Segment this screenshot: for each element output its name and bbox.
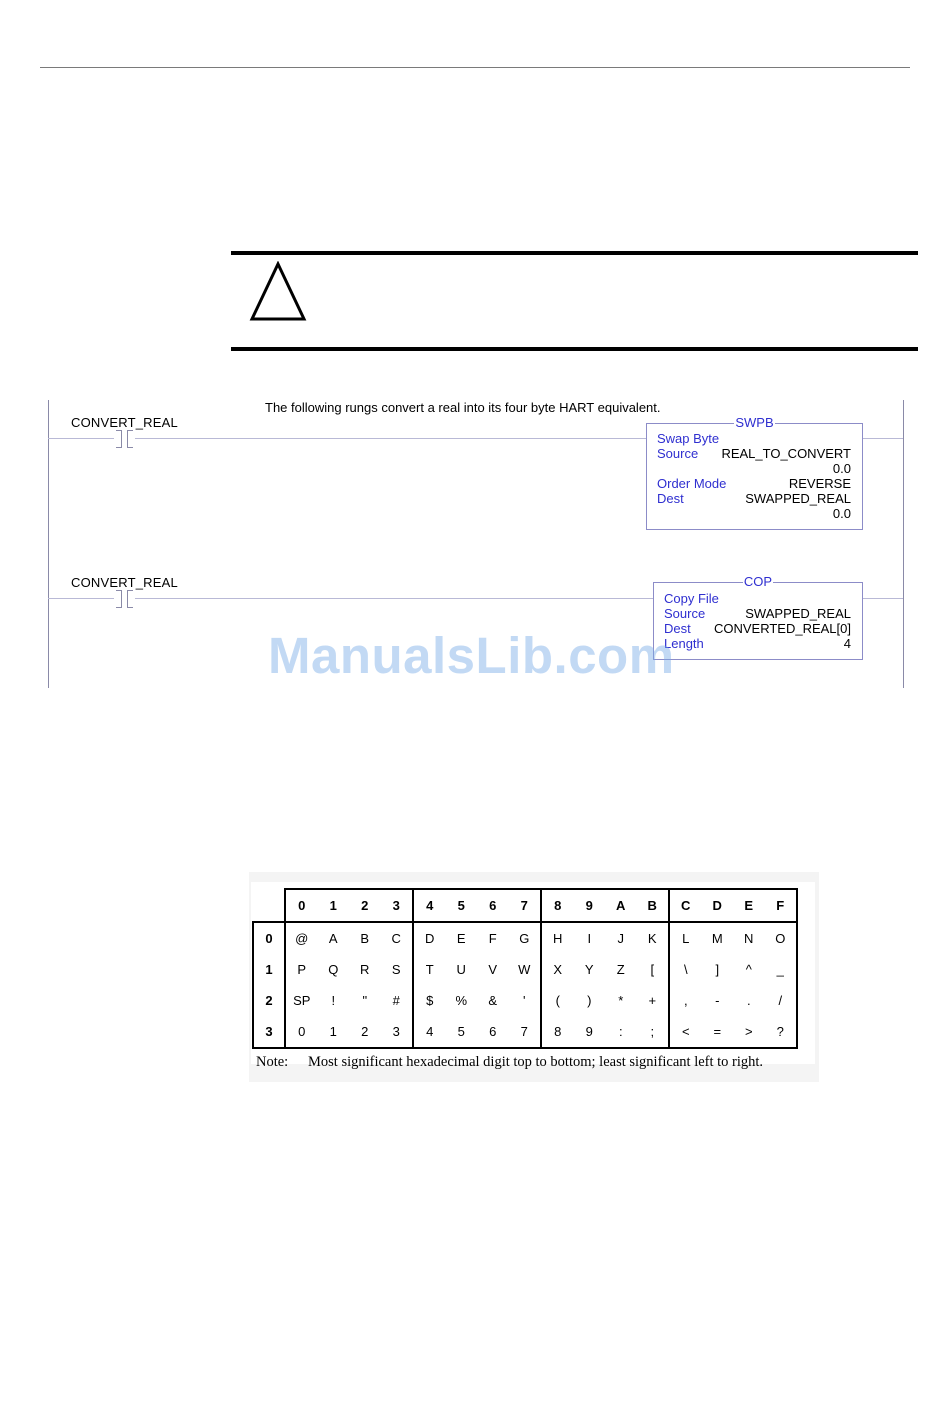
column-header: 4 (413, 889, 446, 922)
table-cell: M (711, 931, 723, 946)
table-cell: S (391, 962, 401, 977)
table-cell: > (733, 1016, 765, 1048)
rung-0-wire-mid (135, 438, 647, 439)
cop-dest-label: Dest (664, 621, 691, 636)
table-cell: \ (669, 954, 702, 985)
ascii-table (252, 888, 798, 1049)
swpb-title: Swap Byte (657, 431, 720, 446)
column-header: F (765, 889, 798, 922)
table-cell: ^ (745, 962, 752, 977)
row-header: 1 (253, 954, 285, 985)
table-row (253, 985, 797, 1016)
table-cell: 9 (574, 1016, 606, 1048)
watermark: ManualsLib.com (268, 627, 675, 684)
cop-source-value[interactable]: SWAPPED_REAL (745, 606, 851, 621)
page-header-rule (40, 67, 910, 68)
column-header: D (702, 889, 734, 922)
ascii-table-note (256, 1054, 763, 1071)
rung-1-contact-tag: CONVERT_REAL (71, 575, 178, 590)
caution-top-rule (231, 251, 918, 255)
table-row (253, 922, 797, 954)
left-power-rail (48, 400, 49, 688)
table-cell: I (587, 931, 592, 946)
swpb-dest-live-value: 0.0 (832, 506, 851, 521)
swpb-dest-label: Dest (657, 491, 684, 506)
cop-mnemonic: COP (743, 574, 773, 589)
table-cell: O (765, 922, 798, 954)
rung-1-wire-left (48, 598, 114, 599)
swpb-order-mode-label: Order Mode (657, 476, 727, 491)
table-cell: SP (285, 985, 318, 1016)
right-power-rail (903, 400, 904, 688)
cop-length-label: Length (664, 636, 704, 651)
table-cell: = (702, 1016, 734, 1048)
table-cell: Q (328, 962, 339, 977)
table-cell: 2 (349, 1016, 381, 1048)
table-row (253, 1016, 797, 1048)
table-cell: [ (650, 962, 655, 977)
rung-0-contact-tag: CONVERT_REAL (71, 415, 178, 430)
cop-dest-value[interactable]: CONVERTED_REAL[0] (713, 621, 851, 636)
swpb-source-live-value: 0.0 (832, 461, 851, 476)
table-cell: ] (715, 962, 720, 977)
table-cell: F (488, 931, 497, 946)
caution-bottom-rule (231, 347, 918, 351)
cop-instruction-box[interactable] (653, 574, 863, 660)
swpb-instruction-box[interactable] (646, 415, 863, 530)
column-header: 3 (381, 889, 414, 922)
column-header: 6 (477, 889, 509, 922)
table-cell: @ (285, 922, 318, 954)
column-header: 5 (446, 889, 478, 922)
row-header: 0 (253, 922, 285, 954)
table-cell: 7 (509, 1016, 542, 1048)
column-header: 8 (541, 889, 574, 922)
rung-0-wire-right (862, 438, 903, 439)
table-cell: N (744, 931, 754, 946)
table-cell: ) (587, 993, 592, 1008)
table-cell: 3 (381, 1016, 414, 1048)
table-cell: 6 (477, 1016, 509, 1048)
note-text: Most significant hexadecimal digit top to bottom; least significant left to right. (308, 1054, 764, 1070)
table-cell: ! (331, 993, 336, 1008)
table-cell: & (488, 993, 498, 1008)
table-cell: D (413, 922, 446, 954)
row-header: 2 (253, 985, 285, 1016)
column-header: 2 (349, 889, 381, 922)
table-cell: V (488, 962, 498, 977)
table-cell: B (360, 931, 370, 946)
table-cell: / (765, 985, 798, 1016)
column-header: A (605, 889, 637, 922)
cop-source-label: Source (664, 606, 706, 621)
table-cell: 0 (285, 1016, 318, 1048)
table-cell: U (456, 962, 466, 977)
table-cell: 1 (318, 1016, 350, 1048)
rung-1-wire-right (862, 598, 903, 599)
table-cell: G (519, 931, 530, 946)
table-cell: _ (765, 954, 798, 985)
table-cell: K (647, 931, 657, 946)
table-cell: $ (413, 985, 446, 1016)
table-cell: ' (523, 993, 526, 1008)
table-cell: X (541, 954, 574, 985)
swpb-mnemonic: SWPB (735, 415, 774, 430)
row-header: 3 (253, 1016, 285, 1048)
table-cell: " (362, 993, 368, 1008)
table-cell: R (360, 962, 370, 977)
column-header: 1 (318, 889, 350, 922)
note-label: Note: (256, 1054, 289, 1070)
swpb-dest-value[interactable]: SWAPPED_REAL (745, 491, 851, 506)
table-cell: J (617, 931, 624, 946)
column-header: C (669, 889, 702, 922)
table-cell: , (669, 985, 702, 1016)
table-cell: * (618, 993, 624, 1008)
rung-1-wire-mid (135, 598, 654, 599)
cop-title: Copy File (664, 591, 719, 606)
rung-1-xic-contact[interactable] (108, 590, 142, 608)
table-corner (253, 889, 285, 922)
swpb-source-label: Source (657, 446, 699, 461)
table-cell: % (455, 993, 468, 1008)
table-cell: T (413, 954, 446, 985)
column-header: E (733, 889, 765, 922)
table-cell: ; (637, 1016, 670, 1048)
caution-triangle-icon (249, 261, 307, 323)
ascii-table-figure (249, 872, 819, 1082)
table-cell: - (715, 993, 720, 1008)
table-cell: # (392, 993, 400, 1008)
table-cell: L (669, 922, 702, 954)
table-cell: + (648, 993, 657, 1008)
table-cell: W (518, 962, 531, 977)
cop-length-value[interactable]: 4 (843, 636, 851, 651)
rung-0-wire-left (48, 438, 114, 439)
table-cell: Y (584, 962, 594, 977)
table-cell: H (541, 922, 574, 954)
rung-0-xic-contact[interactable] (108, 430, 142, 448)
table-cell: 8 (541, 1016, 574, 1048)
table-cell: P (285, 954, 318, 985)
table-cell: E (456, 931, 466, 946)
table-cell: C (391, 931, 401, 946)
column-header: B (637, 889, 670, 922)
table-cell: . (746, 993, 751, 1008)
column-header: 7 (509, 889, 542, 922)
table-cell: A (328, 931, 338, 946)
table-cell: ? (765, 1016, 798, 1048)
table-cell: : (605, 1016, 637, 1048)
column-header: 9 (574, 889, 606, 922)
swpb-order-mode-value[interactable]: REVERSE (788, 476, 851, 491)
table-cell: Z (616, 962, 625, 977)
swpb-source-value[interactable]: REAL_TO_CONVERT (721, 446, 851, 461)
rung-comment: The following rungs convert a real into its four byte HART equivalent. (265, 400, 661, 415)
table-row (253, 954, 797, 985)
column-header: 0 (285, 889, 318, 922)
table-cell: 5 (446, 1016, 478, 1048)
table-cell: ( (541, 985, 574, 1016)
table-cell: < (669, 1016, 702, 1048)
table-cell: 4 (413, 1016, 446, 1048)
